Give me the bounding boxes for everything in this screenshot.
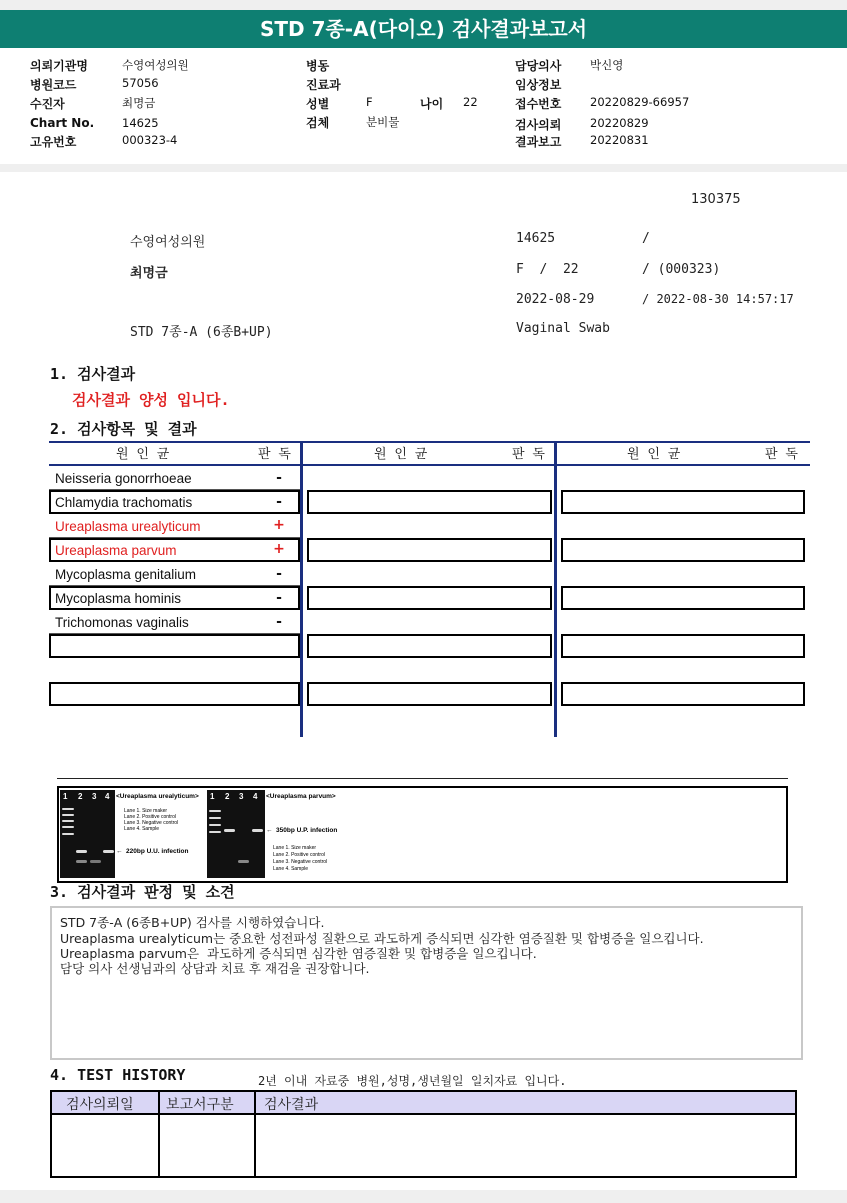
gel-legend: Lane 1. Size maker — [124, 808, 168, 814]
history-col-report-type: 보고서구분 — [166, 1097, 234, 1113]
gel-band — [62, 820, 74, 822]
col1-judgement-header: 판 독 — [258, 447, 291, 462]
empty-row-box — [307, 490, 552, 514]
lane-number: 3 — [239, 792, 244, 801]
report-code: 130375 — [691, 192, 741, 207]
label-age: 나이 — [420, 97, 444, 111]
label-hospital-code: 병원코드 — [30, 78, 77, 92]
gel-left-band-label: 220bp U.U. infection — [126, 848, 189, 855]
lane-number: 4 — [105, 792, 110, 801]
value-age: 22 — [463, 95, 478, 109]
gel-top-rule — [57, 778, 788, 779]
opinion-line: STD 7종-A (6종B+UP) 검사를 시행하였습니다. — [60, 915, 325, 930]
gel-legend: Lane 4. Sample — [124, 826, 160, 832]
value-attending-doctor: 박신영 — [590, 58, 624, 72]
report-sex-age: F / 22 — [516, 262, 579, 277]
col1-pathogen-header: 원 인 균 — [116, 447, 170, 462]
pathogen-name: Chlamydia trachomatis — [55, 495, 193, 510]
label-requesting-institution: 의뢰기관명 — [30, 59, 88, 73]
empty-row-box — [561, 634, 805, 658]
value-specimen: 분비물 — [366, 115, 400, 129]
value-requesting-institution: 수영여성의원 — [122, 58, 189, 72]
label-attending-doctor: 담당의사 — [515, 59, 562, 73]
gel-right — [207, 790, 265, 878]
pathogen-name: Mycoplasma hominis — [55, 591, 182, 606]
gel-band — [238, 860, 249, 863]
report-title: STD 7종-A(다이오) 검사결과보고서 — [0, 10, 847, 48]
empty-row-box — [561, 538, 805, 562]
label-clinical-info: 임상정보 — [515, 78, 562, 92]
pathogen-name: Mycoplasma genitalium — [55, 567, 197, 582]
value-report-date: 20220831 — [590, 133, 649, 147]
label-ward: 병동 — [306, 59, 330, 73]
pathogen-result: - — [276, 566, 282, 582]
lane-number: 2 — [78, 792, 83, 801]
label-report-date: 결과보고 — [515, 135, 562, 149]
gel-legend: Lane 2. Positive control — [273, 852, 325, 858]
history-col-divider — [254, 1090, 256, 1178]
gel-right-arrow: ← — [266, 827, 273, 834]
history-header-rule — [50, 1113, 797, 1115]
pathogen-name: Neisseria gonorrhoeae — [55, 471, 192, 486]
section1-title: 1. 검사결과 — [50, 365, 136, 383]
gel-band — [76, 850, 87, 853]
value-patient: 최명금 — [122, 96, 156, 110]
pathogen-result: - — [276, 494, 282, 510]
section3-title: 3. 검사결과 판정 및 소견 — [50, 883, 235, 901]
empty-row-box — [307, 586, 552, 610]
value-request-date: 20220829 — [590, 116, 649, 130]
value-sex: F — [366, 95, 373, 109]
label-request-date: 검사의뢰 — [515, 118, 562, 132]
pathogen-name-positive: Ureaplasma parvum — [55, 543, 177, 558]
history-col-divider — [158, 1090, 160, 1178]
empty-row-box — [307, 634, 552, 658]
gel-legend: Lane 1. Size maker — [273, 845, 317, 851]
gel-legend: Lane 3. Negative control — [273, 859, 328, 865]
gel-right-title: <Ureaplasma parvum> — [266, 793, 336, 800]
section2-title: 2. 검사항목 및 결과 — [50, 420, 197, 438]
history-col-request-date: 검사의뢰일 — [66, 1097, 134, 1113]
opinion-line: Ureaplasma urealyticum는 중요한 성전파성 질환으로 과도하게 증식되면 심각한 염증질환 및 합병증을 일으킵니다. — [60, 931, 704, 946]
report-request-date: 2022-08-29 — [516, 292, 595, 307]
gel-band — [209, 817, 221, 819]
label-patient: 수진자 — [30, 97, 65, 111]
gel-right-band-label: 350bp U.P. infection — [276, 827, 338, 834]
gel-band — [62, 808, 74, 810]
section4-title: 4. TEST HISTORY — [50, 1066, 186, 1084]
label-specimen: 검체 — [306, 116, 330, 130]
report-patient-name: 최명금 — [130, 266, 168, 281]
gel-legend: Lane 3. Negative control — [124, 820, 179, 826]
label-department: 진료과 — [306, 78, 341, 92]
pathogen-result: - — [276, 590, 282, 606]
label-unique-id: 고유번호 — [30, 135, 77, 149]
lane-number: 2 — [225, 792, 230, 801]
empty-row-box — [561, 490, 805, 514]
value-hospital-code: 57056 — [122, 76, 159, 90]
history-note: 2년 이내 자료중 병원,성명,생년월일 일치자료 입니다. — [258, 1074, 567, 1088]
col2-judgement-header: 판 독 — [512, 447, 545, 462]
report-chart-no: 14625 — [516, 231, 556, 246]
gel-image-panel — [57, 786, 788, 883]
report-slash: / — [642, 231, 650, 246]
report-hospital: 수영여성의원 — [130, 235, 206, 250]
gel-band — [90, 860, 101, 863]
pathogen-result: - — [276, 470, 282, 486]
table-divider-2 — [554, 443, 557, 737]
label-receipt-no: 접수번호 — [515, 97, 562, 111]
gel-band — [62, 826, 74, 828]
gel-band — [103, 850, 114, 853]
empty-row-box — [561, 682, 805, 706]
lane-number: 1 — [210, 792, 215, 801]
table-header-rule — [49, 464, 810, 466]
gel-legend: Lane 4. Sample — [273, 866, 309, 872]
gel-band — [209, 831, 221, 833]
pathogen-result-positive: + — [273, 517, 285, 533]
table-divider-1 — [300, 443, 303, 737]
history-col-result: 검사결과 — [264, 1097, 319, 1113]
overall-result: 검사결과 양성 입니다. — [72, 391, 230, 409]
gel-band — [76, 860, 87, 863]
lane-number: 4 — [253, 792, 258, 801]
gel-left-title: <Ureaplasma urealyticum> — [116, 793, 199, 800]
value-receipt-no: 20220829-66957 — [590, 95, 690, 109]
value-chart-no: 14625 — [122, 116, 159, 130]
report-specimen: Vaginal Swab — [516, 321, 610, 336]
col2-pathogen-header: 원 인 균 — [374, 447, 428, 462]
gel-left-arrow: ← — [116, 848, 123, 855]
gel-band — [252, 829, 263, 832]
gel-band — [62, 833, 74, 835]
patient-header — [0, 48, 847, 164]
empty-row-box — [307, 682, 552, 706]
lane-number: 1 — [63, 792, 68, 801]
history-header — [52, 1092, 795, 1113]
label-sex: 성별 — [306, 97, 330, 111]
pathogen-result: - — [276, 614, 282, 630]
label-chart-no: Chart No. — [30, 116, 95, 130]
col3-pathogen-header: 원 인 균 — [627, 447, 681, 462]
opinion-line: 담당 의사 선생님과의 상담과 치료 후 재검을 권장합니다. — [60, 961, 370, 976]
report-report-date: / 2022-08-30 14:57:17 — [642, 292, 794, 306]
pathogen-name: Trichomonas vaginalis — [55, 615, 189, 630]
report-test-name: STD 7종-A (6종B+UP) — [130, 325, 273, 340]
empty-row-box — [561, 586, 805, 610]
pathogen-name-positive: Ureaplasma urealyticum — [55, 519, 201, 534]
gel-band — [62, 814, 74, 816]
empty-row-box — [49, 634, 300, 658]
gel-band — [209, 810, 221, 812]
gel-legend: Lane 2. Positive control — [124, 814, 176, 820]
gel-band — [224, 829, 235, 832]
report-unique-id: / (000323) — [642, 262, 721, 277]
col3-judgement-header: 판 독 — [765, 447, 798, 462]
pathogen-result-positive: + — [273, 541, 285, 557]
opinion-line: Ureaplasma parvum은 과도하게 증식되면 심각한 염증질환 및 합병증을 일으킵니다. — [60, 946, 537, 961]
lane-number: 3 — [92, 792, 97, 801]
empty-row-box — [49, 682, 300, 706]
empty-row-box — [307, 538, 552, 562]
value-unique-id: 000323-4 — [122, 133, 178, 147]
gel-band — [209, 824, 221, 826]
